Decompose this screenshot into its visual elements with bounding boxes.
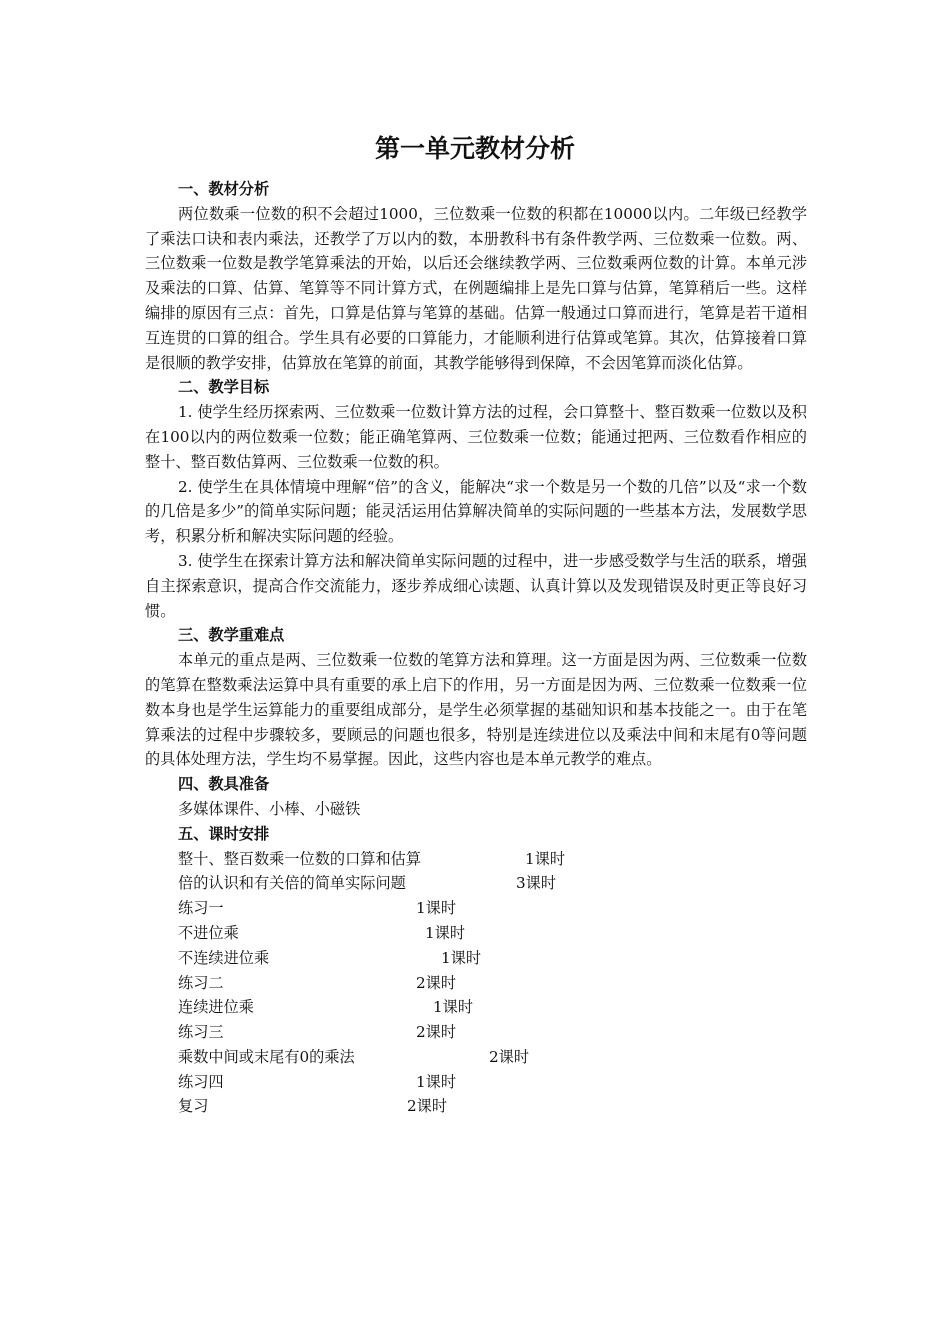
schedule-hours: 1课时 xyxy=(433,998,474,1017)
schedule-item: 练习一 xyxy=(178,899,224,918)
goal-paragraph: 2. 使学生在具体情境中理解“倍”的含义，能解决“求一个数是另一个数的几倍”以及“求一个数的几倍是多少”的简单实际问题；能灵活运用估算解决简单的实际问题的一些基本方法，发展数学思考，积累分析和解决实际问题的经验。 xyxy=(145,477,807,546)
schedule-row xyxy=(145,1020,807,1045)
schedule-row xyxy=(145,946,807,971)
schedule-row xyxy=(145,921,807,946)
schedule-item: 练习四 xyxy=(178,1072,224,1091)
schedule-item: 倍的认识和有关倍的简单实际问题 xyxy=(178,874,406,893)
schedule-row xyxy=(145,1070,807,1095)
schedule-row xyxy=(145,995,807,1020)
teaching-aids-list: 多媒体课件、小棒、小磁铁 xyxy=(178,799,361,818)
goal-paragraph: 3. 使学生在探索计算方法和解决简单实际问题的过程中，进一步感受数学与生活的联系，增强自主探索意识，提高合作交流能力，逐步养成细心读题、认真计算以及发现错误及时更正等良好习惯。 xyxy=(145,551,807,620)
schedule-hours: 2课时 xyxy=(407,1097,448,1116)
section-heading: 三、教学重难点 xyxy=(178,626,285,645)
schedule-row xyxy=(145,971,807,996)
schedule-item: 不连续进位乘 xyxy=(178,948,270,967)
document-body xyxy=(145,177,807,1119)
schedule-hours: 2课时 xyxy=(489,1047,530,1066)
schedule-row xyxy=(145,1094,807,1119)
schedule-item: 整十、整百数乘一位数的口算和估算 xyxy=(178,849,421,868)
schedule-hours: 2课时 xyxy=(416,973,457,992)
section-teaching-goals xyxy=(145,375,807,623)
section-heading: 四、教具准备 xyxy=(178,775,270,794)
schedule-hours: 2课时 xyxy=(416,1023,457,1042)
section-textbook-analysis xyxy=(145,177,807,375)
schedule-list xyxy=(145,847,807,1120)
section-heading: 二、教学目标 xyxy=(178,378,270,397)
schedule-row xyxy=(145,847,807,872)
schedule-item: 复习 xyxy=(178,1097,209,1116)
section-heading: 五、课时安排 xyxy=(178,824,270,843)
goal-paragraph: 1. 使学生经历探索两、三位数乘一位数计算方法的过程，会口算整十、整百数乘一位数以及积在100以内的两位数乘一位数；能正确笔算两、三位数乘一位数；能通过把两、三位数看作相应的整十、整百数估算两、三位数乘一位数的积。 xyxy=(145,403,807,471)
schedule-hours: 1课时 xyxy=(525,849,566,868)
schedule-row xyxy=(145,896,807,921)
schedule-hours: 1课时 xyxy=(441,948,482,967)
section-key-difficulties xyxy=(145,623,807,772)
section-teaching-aids xyxy=(145,772,807,822)
schedule-row xyxy=(145,871,807,896)
body-paragraph: 两位数乘一位数的积不会超过1000，三位数乘一位数的积都在10000以内。二年级已经教学了乘法口诀和表内乘法，还教学了万以内的数，本册教科书有条件教学两、三位数乘一位数。两、三位数乘一位数是教学笔算乘法的开始，以后还会继续教学两、三位数乘两位数的计算。本单元涉及乘法的口算、估算、笔算等不同计算方式，在例题编排上是先口算与估算，笔算稍后一些。这样编排的原因有三点：首先，口算是估算与笔算的基础。估算一般通过口算而进行，笔算是若干道相互连贯的口算的组合。学生具有必要的口算能力，才能顺利进行估算或笔算。其次，估算接着口算是很顺的教学安排，估算放在笔算的前面，其教学能够得到保障，不会因笔算而淡化估算。 xyxy=(145,204,807,372)
schedule-hours: 3课时 xyxy=(516,874,557,893)
schedule-hours: 1课时 xyxy=(416,1072,457,1091)
section-heading: 一、教材分析 xyxy=(178,180,270,198)
section-lesson-schedule xyxy=(145,822,807,1120)
schedule-item: 乘数中间或末尾有0的乘法 xyxy=(178,1047,355,1066)
schedule-hours: 1课时 xyxy=(425,923,466,942)
schedule-item: 练习三 xyxy=(178,1023,224,1042)
schedule-row xyxy=(145,1045,807,1070)
body-paragraph: 本单元的重点是两、三位数乘一位数的笔算方法和算理。这一方面是因为两、三位数乘一位数的笔算在整数乘法运算中具有重要的承上启下的作用，另一方面是因为两、三位数乘一位数乘一位数本身也是学生运算能力的重要组成部分，是学生必须掌握的基础知识和基本技能之一。由于在笔算乘法的过程中步骤较多，要顾忌的问题也很多，特别是连续进位以及乘法中间和末尾有0等问题的具体处理方法，学生均不易掌握。因此，这些内容也是本单元教学的难点。 xyxy=(145,651,807,769)
schedule-item: 不进位乘 xyxy=(178,923,239,942)
schedule-item: 连续进位乘 xyxy=(178,998,254,1017)
schedule-hours: 1课时 xyxy=(416,899,457,918)
document-title: 第一单元教材分析 xyxy=(374,134,575,163)
schedule-item: 练习二 xyxy=(178,973,224,992)
